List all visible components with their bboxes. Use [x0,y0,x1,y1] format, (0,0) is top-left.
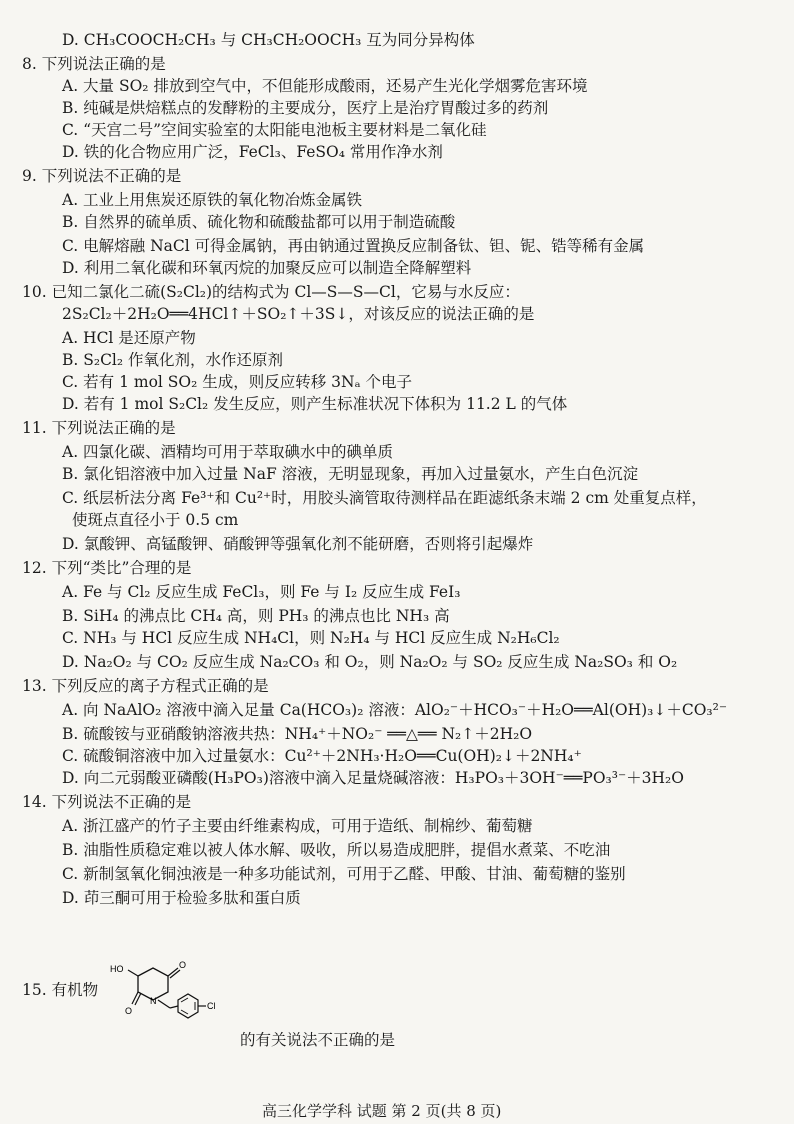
question-option: D. 向二元弱酸亚磷酸(H₃PO₃)溶液中滴入足量烧碱溶液：H₃PO₃＋3OH⁻══PO₃³⁻＋3H₂O [62,769,684,787]
question-stem: 8. 下列说法正确的是 [22,55,166,73]
mol-label-o-top: O [179,960,187,970]
question-option: A. HCl 是还原产物 [62,329,196,347]
question-option: C. 电解熔融 NaCl 可得金属钠，再由钠通过置换反应制备钛、钽、铌、锆等稀有金属 [62,237,645,255]
question-option: D. 利用二氧化碳和环氧丙烷的加聚反应可以制造全降解塑料 [62,259,472,277]
question-option: A. 大量 SO₂ 排放到空气中，不但能形成酸雨，还易产生光化学烟雾危害环境 [62,77,588,95]
question-stem: 13. 下列反应的离子方程式正确的是 [22,677,269,695]
question-option: C. 硫酸铜溶液中加入过量氨水：Cu²⁺＋2NH₃·H₂O══Cu(OH)₂↓＋2NH₄⁺ [62,747,582,765]
mol-label-cl: Cl [207,1001,216,1011]
question-option: B. S₂Cl₂ 作氧化剂，水作还原剂 [62,351,284,369]
question-option: 使斑点直径小于 0.5 cm [72,511,239,529]
question-option: B. 纯碱是烘焙糕点的发酵粉的主要成分，医疗上是治疗胃酸过多的药剂 [62,99,549,117]
mol-label-n: N [150,996,157,1006]
question-option: A. 向 NaAlO₂ 溶液中滴入足量 Ca(HCO₃)₂ 溶液：AlO₂⁻＋HCO₃⁻＋H₂O══Al(OH)₃↓＋CO₃²⁻ [62,701,728,719]
molecule-structure-diagram [108,956,238,1026]
mol-label-ho: HO [110,964,124,974]
question-option: D. Na₂O₂ 与 CO₂ 反应生成 Na₂CO₃ 和 O₂，则 Na₂O₂ 与 SO₂ 反应生成 Na₂SO₃ 和 O₂ [62,653,678,671]
question-option: B. 自然界的硫单质、硫化物和硫酸盐都可以用于制造硫酸 [62,213,456,231]
question-option: A. 浙江盛产的竹子主要由纤维素构成，可用于造纸、制棉纱、葡萄糖 [62,817,533,835]
mol-label-o-bottom: O [125,1006,133,1016]
question-option: D. CH₃COOCH₂CH₃ 与 CH₃CH₂OOCH₃ 互为同分异构体 [62,31,475,49]
question-option: A. Fe 与 Cl₂ 反应生成 FeCl₃，则 Fe 与 I₂ 反应生成 FeI₃ [62,583,461,601]
question-option: B. 油脂性质稳定难以被人体水解、吸收，所以易造成肥胖，提倡水煮菜、不吃油 [62,841,611,859]
page-footer: 高三化学学科 试题 第 2 页(共 8 页) [262,1102,502,1120]
question-option: D. 铁的化合物应用广泛，FeCl₃、FeSO₄ 常用作净水剂 [62,143,443,161]
question-option: C. NH₃ 与 HCl 反应生成 NH₄Cl，则 N₂H₄ 与 HCl 反应生成 N₂H₆Cl₂ [62,629,560,647]
question-option: 2S₂Cl₂＋2H₂O══4HCl↑＋SO₂↑＋3S↓，对该反应的说法正确的是 [62,305,535,323]
question-option: C. 新制氢氧化铜浊液是一种多功能试剂，可用于乙醛、甲酸、甘油、葡萄糖的鉴别 [62,865,626,883]
question-option: D. 氯酸钾、高锰酸钾、硝酸钾等强氧化剂不能研磨，否则将引起爆炸 [62,535,534,553]
question-stem: 12. 下列“类比”合理的是 [22,559,192,577]
question-option: D. 若有 1 mol S₂Cl₂ 发生反应，则产生标准状况下体积为 11.2 L 的气体 [62,395,568,413]
question-option: C. 若有 1 mol SO₂ 生成，则反应转移 3Nₐ 个电子 [62,373,413,391]
question-stem: 15. 有机物 [22,981,99,999]
question-option: B. 硫酸铵与亚硝酸钠溶液共热：NH₄⁺＋NO₂⁻ ══△══ N₂↑＋2H₂O [62,725,533,743]
question-option: 的有关说法不正确的是 [240,1031,396,1049]
question-stem: 10. 已知二氯化二硫(S₂Cl₂)的结构式为 Cl—S—S—Cl，它易与水反应： [22,283,520,301]
question-option: D. 茚三酮可用于检验多肽和蛋白质 [62,889,301,907]
question-stem: 11. 下列说法正确的是 [22,419,176,437]
question-stem: 9. 下列说法不正确的是 [22,167,182,185]
question-option: A. 四氯化碳、酒精均可用于萃取碘水中的碘单质 [62,443,394,461]
question-option: A. 工业上用焦炭还原铁的氧化物冶炼金属铁 [62,191,363,209]
question-option: C. “天宫二号”空间实验室的太阳能电池板主要材料是二氧化硅 [62,121,487,139]
question-stem: 14. 下列说法不正确的是 [22,793,192,811]
question-option: C. 纸层析法分离 Fe³⁺和 Cu²⁺时，用胶头滴管取待测样品在距滤纸条末端 2 cm 处重复点样， [62,489,707,507]
question-option: B. SiH₄ 的沸点比 CH₄ 高，则 PH₃ 的沸点也比 NH₃ 高 [62,607,450,625]
question-option: B. 氯化铝溶液中加入过量 NaF 溶液，无明显现象，再加入过量氨水，产生白色沉淀 [62,465,639,483]
